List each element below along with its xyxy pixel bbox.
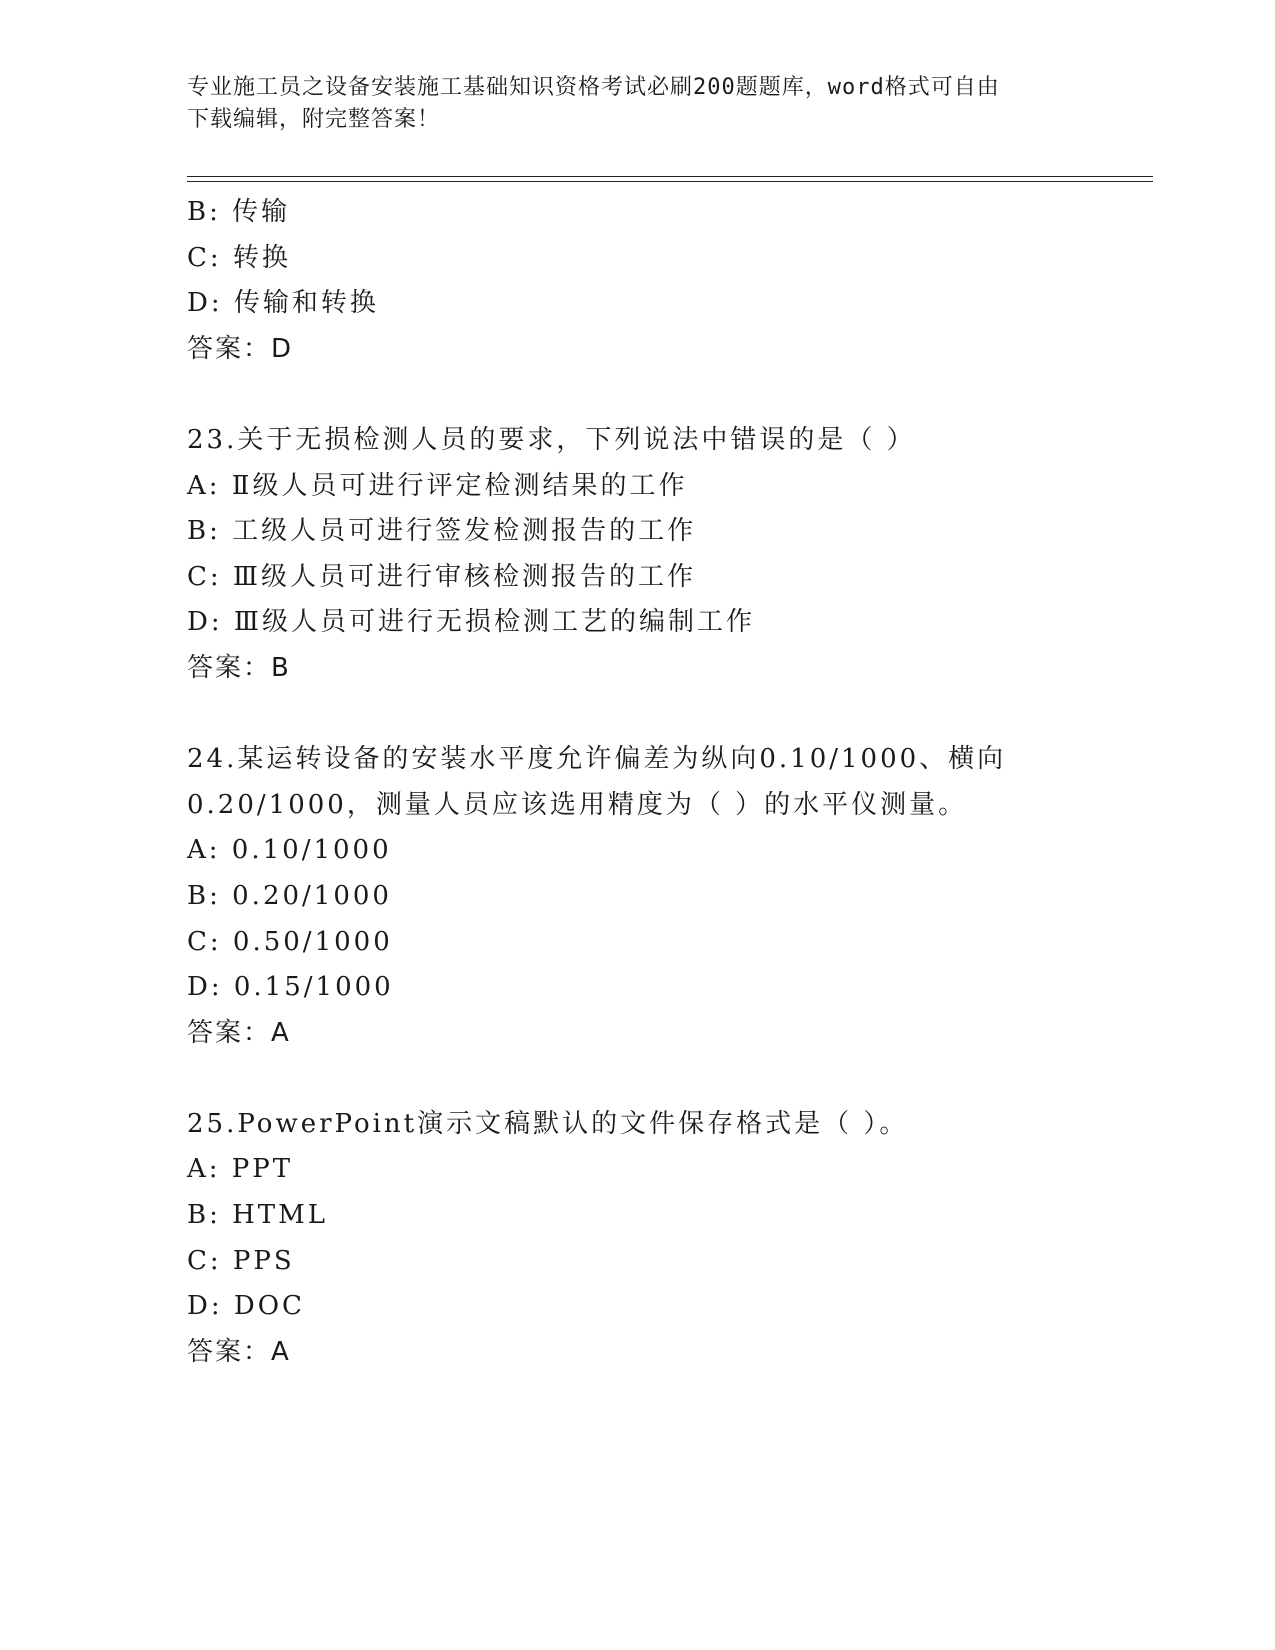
option-d: D: 0.15/1000 xyxy=(187,972,394,1003)
option-c: C: PPS xyxy=(187,1245,295,1276)
question-text: 23.关于无损检测人员的要求，下列说法中错误的是（ ） xyxy=(187,424,916,455)
option-d: D: Ⅲ级人员可进行无损检测工艺的编制工作 xyxy=(187,607,755,638)
option-a: A: Ⅱ级人员可进行评定检测结果的工作 xyxy=(187,470,688,501)
option-c: C: 0.50/1000 xyxy=(187,926,393,957)
question-content xyxy=(187,190,1153,1375)
header-rule-bottom xyxy=(187,181,1153,182)
option-b: B: HTML xyxy=(187,1200,329,1231)
option-a: A: PPT xyxy=(187,1154,294,1185)
option-c: C: 转换 xyxy=(187,242,291,273)
option-b: B: 传输 xyxy=(187,197,291,227)
question-23 xyxy=(187,418,1153,692)
answer-line: 答案：A xyxy=(187,1017,291,1048)
spacer xyxy=(187,692,1153,738)
question-text-line-1: 24.某运转设备的安装水平度允许偏差为纵向0.10/1000、横向 xyxy=(187,744,1007,775)
question-25 xyxy=(187,1102,1153,1376)
answer-line: 答案：B xyxy=(187,652,291,683)
spacer xyxy=(187,1056,1153,1102)
question-text-line-2: 0.20/1000，测量人员应该选用精度为（ ）的水平仪测量。 xyxy=(187,789,968,820)
document-header xyxy=(187,72,1067,136)
option-a: A: 0.10/1000 xyxy=(187,835,392,866)
option-b: B: 0.20/1000 xyxy=(187,880,392,911)
question-text: 25.PowerPoint演示文稿默认的文件保存格式是（ ）。 xyxy=(187,1108,909,1139)
header-rule-top xyxy=(187,176,1153,177)
spacer xyxy=(187,372,1153,418)
header-line-1: 专业施工员之设备安装施工基础知识资格考试必刷200题题库，word格式可自由 xyxy=(187,75,1000,100)
question-22-continued xyxy=(187,190,1153,372)
header-line-2: 下载编辑，附完整答案！ xyxy=(187,107,441,132)
question-24 xyxy=(187,737,1153,1056)
answer-line: 答案：D xyxy=(187,333,294,364)
option-d: D: DOC xyxy=(187,1291,305,1322)
option-d: D: 传输和转换 xyxy=(187,288,379,319)
answer-line: 答案：A xyxy=(187,1336,291,1367)
option-b: B: 工级人员可进行签发检测报告的工作 xyxy=(187,516,697,547)
option-c: C: Ⅲ级人员可进行审核检测报告的工作 xyxy=(187,561,696,592)
